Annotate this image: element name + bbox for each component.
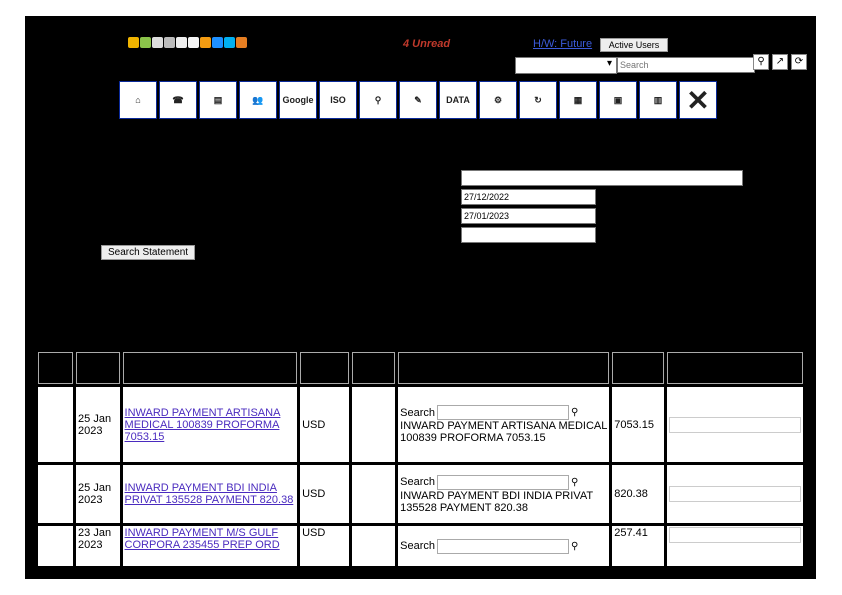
row-currency: USD xyxy=(300,526,349,566)
hw-future-link[interactable]: H/W: Future xyxy=(533,38,593,50)
opera-data-icon[interactable]: DATA xyxy=(439,81,477,119)
table-row xyxy=(38,465,803,523)
row-search-text: INWARD PAYMENT BDI INDIA PRIVAT 135528 PAYMENT 820.38 xyxy=(400,489,593,514)
users-icon[interactable]: 👥 xyxy=(239,81,277,119)
row-date-year: 2023 xyxy=(78,424,103,437)
date-from-field[interactable]: 27/12/2022 xyxy=(461,189,596,205)
magnifier-icon[interactable]: ⚲ xyxy=(359,81,397,119)
refresh-icon[interactable]: ↻ xyxy=(519,81,557,119)
statement-table xyxy=(35,349,806,569)
row-description-link[interactable]: INWARD PAYMENT M/S GULF CORPORA 235455 PREP ORD xyxy=(124,527,280,551)
row-search-label: Search xyxy=(400,406,435,419)
phone-icon[interactable]: ☎ xyxy=(159,81,197,119)
edit-note-icon[interactable]: ✎ xyxy=(399,81,437,119)
row-date-day: 23 Jan xyxy=(78,527,112,539)
quick-icons xyxy=(128,37,247,48)
table-header xyxy=(38,352,803,384)
home-icon[interactable]: ⌂ xyxy=(119,81,157,119)
search-icon[interactable]: ⚲ xyxy=(753,54,769,70)
refresh-small-icon[interactable]: ⟳ xyxy=(791,54,807,70)
book-icon[interactable]: ▥ xyxy=(639,81,677,119)
close-icon[interactable]: ✕ xyxy=(679,81,717,119)
row-description-link[interactable]: INWARD PAYMENT ARTISANA MEDICAL 100839 PROFORMA 7053.15 xyxy=(124,406,281,443)
row-currency: USD xyxy=(300,465,349,523)
top-dropdown[interactable] xyxy=(515,57,617,74)
row-amount-input[interactable] xyxy=(669,486,801,502)
row-search-text: INWARD PAYMENT ARTISANA MEDICAL 100839 PROFORMA 7053.15 xyxy=(400,420,607,444)
search-input[interactable] xyxy=(617,57,755,73)
row-amount: 257.41 xyxy=(612,526,664,566)
row-date-year: 2023 xyxy=(78,494,103,506)
row-search-input[interactable] xyxy=(437,539,569,554)
row-currency: USD xyxy=(300,387,349,462)
row-date-year: 2023 xyxy=(78,539,103,551)
globe-icon[interactable] xyxy=(140,37,151,48)
row-amount: 7053.15 xyxy=(612,387,664,462)
date-to-field[interactable]: 27/01/2023 xyxy=(461,208,596,224)
search-icon[interactable]: ⚲ xyxy=(571,476,579,488)
calculator-icon[interactable] xyxy=(176,37,187,48)
row-date-day: 25 Jan xyxy=(78,412,112,425)
google-icon[interactable]: Google xyxy=(279,81,317,119)
row-description-link[interactable]: INWARD PAYMENT BDI INDIA PRIVAT 135528 PAYMENT 820.38 xyxy=(124,482,294,506)
row-date-day: 25 Jan xyxy=(78,482,112,494)
gears-icon[interactable]: ⚙ xyxy=(479,81,517,119)
star-icon[interactable] xyxy=(128,37,139,48)
orange-icon[interactable] xyxy=(200,37,211,48)
main-toolbar xyxy=(119,81,717,119)
window-icon[interactable] xyxy=(188,37,199,48)
account-field[interactable] xyxy=(461,170,743,186)
blue-app-icon[interactable] xyxy=(212,37,223,48)
table-row xyxy=(38,387,803,462)
row-amount-input[interactable] xyxy=(669,417,801,433)
gear-icon[interactable] xyxy=(164,37,175,48)
table-row xyxy=(38,526,803,566)
active-users-button[interactable]: Active Users xyxy=(600,38,668,52)
row-amount: 820.38 xyxy=(612,465,664,523)
iso-icon[interactable]: ISO xyxy=(319,81,357,119)
pen-icon[interactable] xyxy=(152,37,163,48)
skype-icon[interactable] xyxy=(224,37,235,48)
mail-icon[interactable] xyxy=(236,37,247,48)
external-link-icon[interactable]: ↗ xyxy=(772,54,788,70)
cash-register-icon[interactable]: ▤ xyxy=(199,81,237,119)
row-search-input[interactable] xyxy=(437,475,569,490)
extra-field[interactable] xyxy=(461,227,596,243)
row-search-label: Search xyxy=(400,540,435,552)
row-amount-input[interactable] xyxy=(669,527,801,543)
row-search-label: Search xyxy=(400,476,435,488)
search-icon[interactable]: ⚲ xyxy=(571,540,579,552)
unread-count[interactable]: 4 Unread xyxy=(403,38,451,50)
search-statement-button[interactable]: Search Statement xyxy=(101,245,195,260)
app-frame xyxy=(25,16,816,579)
chart-icon[interactable]: ▦ xyxy=(559,81,597,119)
package-icon[interactable]: ▣ xyxy=(599,81,637,119)
row-search-input[interactable] xyxy=(437,405,569,420)
search-icon[interactable]: ⚲ xyxy=(571,407,579,418)
